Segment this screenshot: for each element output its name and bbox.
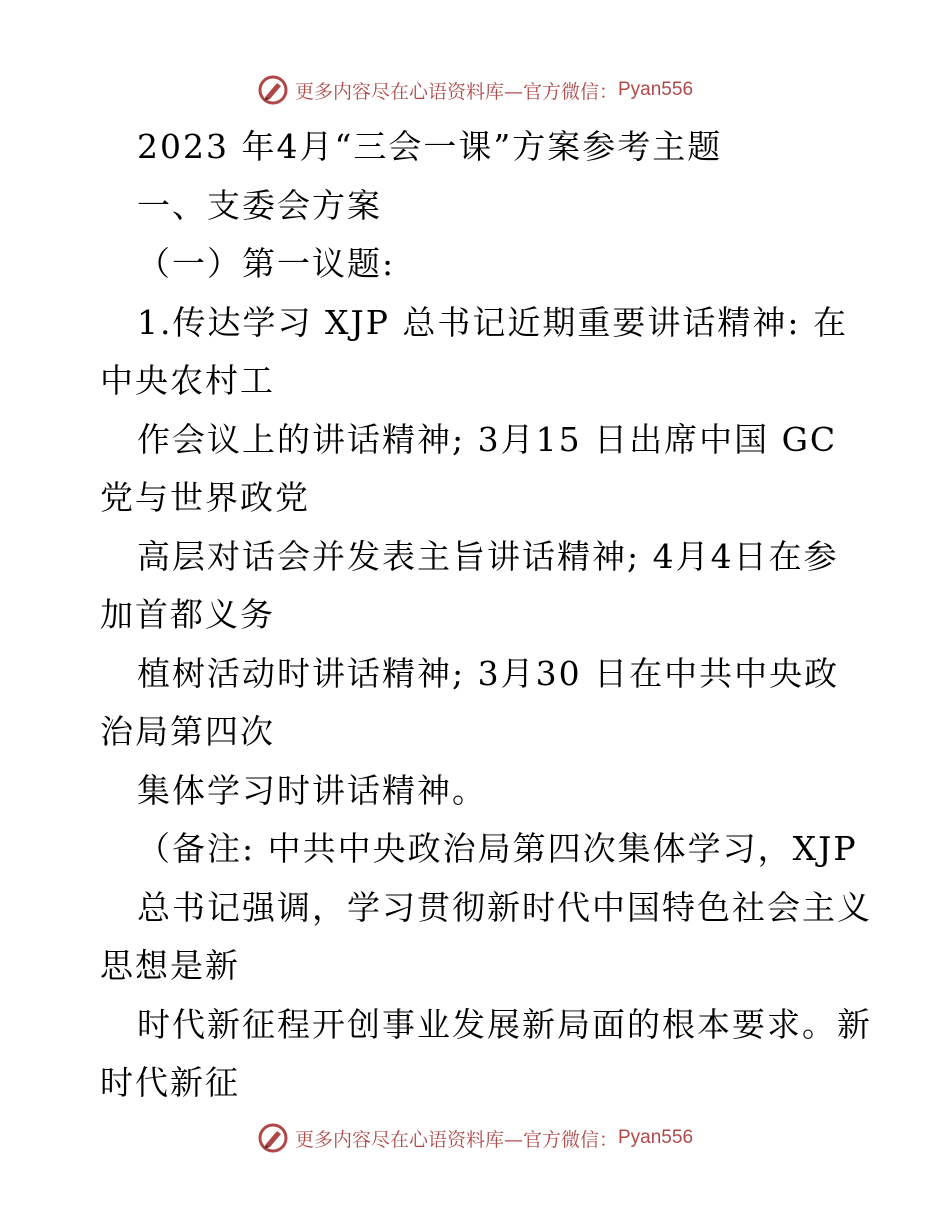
paragraph-line: 作会议上的讲话精神; 3月15 日出席中国 GC bbox=[137, 419, 838, 459]
paragraph-line: 中央农村工 bbox=[100, 361, 275, 400]
banner-text: 更多内容尽在心语资料库—官方微信： bbox=[294, 1128, 618, 1151]
pen-logo-icon bbox=[257, 74, 289, 106]
paragraph-line: 植树活动时讲话精神; 3月30 日在中共中央政 bbox=[137, 653, 840, 693]
paragraph-line: 集体学习时讲话精神。 bbox=[137, 770, 487, 810]
paragraph-line: 1.传达学习 XJP 总书记近期重要讲话精神: 在 bbox=[137, 302, 848, 342]
section-heading: 一、支委会方案 bbox=[137, 185, 382, 225]
paragraph-line: 加首都义务 bbox=[100, 595, 275, 634]
paragraph-line: 党与世界政党 bbox=[100, 478, 310, 517]
banner-contact: Pyan556 bbox=[618, 79, 694, 100]
banner-contact: Pyan556 bbox=[618, 1127, 694, 1148]
note-line: （备注: 中共中央政治局第四次集体学习，XJP bbox=[137, 829, 858, 868]
paragraph-line: 高层对话会并发表主旨讲话精神; 4月4日在参 bbox=[137, 536, 839, 576]
document-body bbox=[100, 118, 872, 1113]
paragraph-line: 时代新征 bbox=[100, 1063, 240, 1102]
subsection-heading: （一）第一议题: bbox=[137, 244, 396, 283]
paragraph-line: 时代新征程开创事业发展新局面的根本要求。新 bbox=[137, 1004, 872, 1044]
footer-banner bbox=[0, 1118, 950, 1158]
pen-logo-icon bbox=[257, 1122, 289, 1154]
banner-text: 更多内容尽在心语资料库—官方微信： bbox=[294, 80, 618, 103]
header-banner bbox=[0, 70, 950, 110]
paragraph-line: 总书记强调，学习贯彻新时代中国特色社会主义 bbox=[137, 887, 872, 927]
paragraph-line: 思想是新 bbox=[100, 946, 240, 985]
paragraph-line: 治局第四次 bbox=[100, 712, 275, 751]
document-title: 2023 年4月“三会一课”方案参考主题 bbox=[137, 127, 723, 166]
